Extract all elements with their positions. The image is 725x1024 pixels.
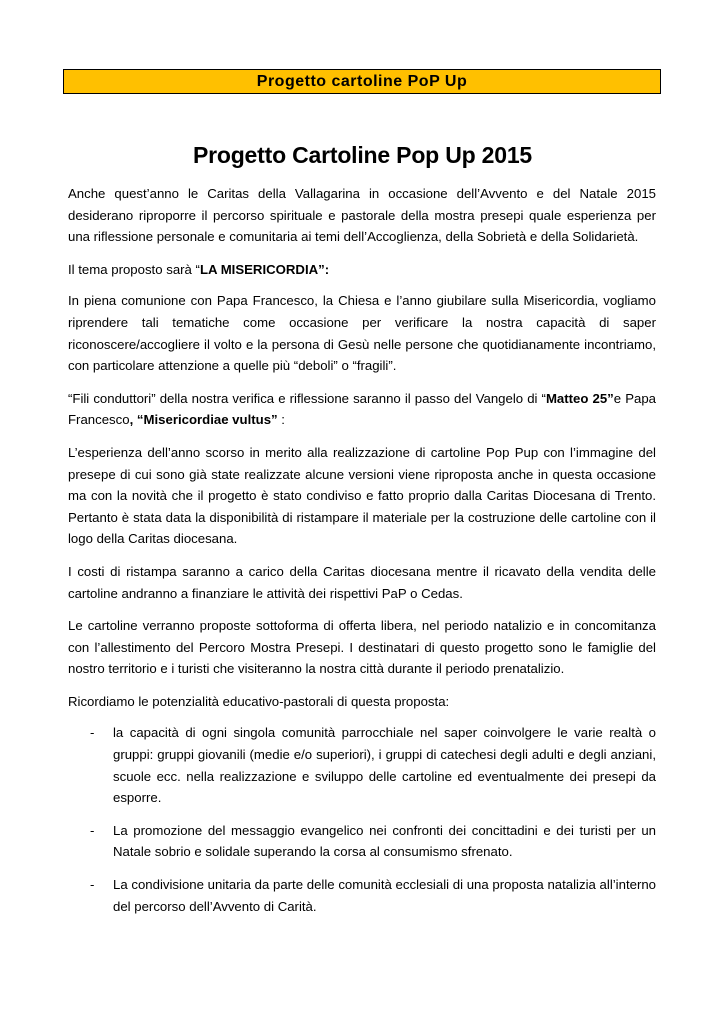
paragraph-experience: L’esperienza dell’anno scorso in merito alla realizzazione di cartoline Pop Pup con l’immagine del presepe di cui sono già state realizzate alcune versioni viene riproposta anche in questa occasione ma con la novità che il progetto è stato condiviso e fatto proprio dalla Caritas Diocesana di Trento. Pertanto è stata data la disponibilità di ristampare il materiale per la costruzione delle cartoline con il logo della Caritas diocesana. [68, 444, 656, 547]
header-banner: Progetto cartoline PoP Up [63, 69, 661, 94]
guidelines-pope: e Papa Francesco [68, 390, 656, 428]
paragraph-potential: Ricordiamo le potenzialità educativo-pastorali di questa proposta: [68, 693, 450, 709]
list-item-text: La promozione del messaggio evangelico nei confronti dei concittadini e dei turisti per un Natale sobrio e solidale superando la corsa al consumismo sfrenato. [113, 822, 656, 860]
document-body [68, 183, 656, 928]
paragraph-guidelines [68, 388, 656, 431]
paragraph-communion: In piena comunione con Papa Francesco, la Chiesa e l’anno giubilare sulla Misericordia, vogliamo riprendere tali tematiche come occasione per verificare la nostra capacità di saper riconoscere/accogliere il volto e la persona di Gesù nelle persone che quotidianamente incontriamo, con particolare attenzione a quelle più “deboli” o “fragili”. [68, 293, 656, 374]
bullet-dash: - [90, 822, 95, 838]
paragraph-theme [68, 259, 656, 281]
list-item-text: La condivisione unitaria da parte delle comunità ecclesiali di una proposta natalizia all’interno del percorso dell’Avvento di Carità. [113, 877, 656, 914]
theme-text: Il tema proposto sarà “ [68, 261, 200, 277]
guidelines-gospel: Matteo 25” [545, 390, 614, 406]
guidelines-text: “Fili conduttori” della nostra verifica e riflessione saranno il passo del Vangelo di “ [68, 390, 546, 406]
bullet-dash: - [90, 877, 95, 893]
document-title: Progetto Cartoline Pop Up 2015 [192, 142, 533, 168]
list-item-text: la capacità di ogni singola comunità parrocchiale nel saper coinvolgere le varie realtà o gruppi: gruppi giovanili (medie e/o superiori), i gruppi di catechesi degli adulti e degli anziani, scuole ecc. nella realizzazione e sviluppo delle cartoline ed eventualmente dei presepi da esporre. [113, 725, 656, 806]
paragraph-offer: Le cartoline verranno proposte sottoforma di offerta libera, nel periodo natalizio e in concomitanza con l’allestimento del Percoro Mostra Presepi. I destinatari di questo progetto sono le famiglie del nostro territorio e i turisti che visiteranno la nostra città durante il periodo prenatalizio. [68, 618, 656, 677]
paragraph-intro: Anche quest’anno le Caritas della Vallagarina in occasione dell’Avvento e del Natale 2015 desiderano riproporre il percorso spirituale e pastorale della mostra presepi quale esperienza per una riflessione personale e comunitaria ai temi dell’Accoglienza, della Sobrietà e della Solidarietà. [68, 186, 656, 245]
list-item [68, 820, 656, 863]
paragraph-costs: I costi di ristampa saranno a carico della Caritas diocesana mentre il ricavato della vendita delle cartoline andranno a finanziare le attività dei rispettivi PaP o Cedas. [68, 563, 656, 601]
bullet-dash: - [90, 725, 95, 741]
guidelines-colon: : [277, 412, 285, 428]
list-item [68, 722, 656, 808]
list-item [68, 874, 656, 917]
guidelines-bull: , “Misericordiae vultus” [129, 412, 278, 428]
theme-highlight: LA MISERICORDIA”: [199, 261, 330, 277]
potential-list [68, 722, 656, 917]
